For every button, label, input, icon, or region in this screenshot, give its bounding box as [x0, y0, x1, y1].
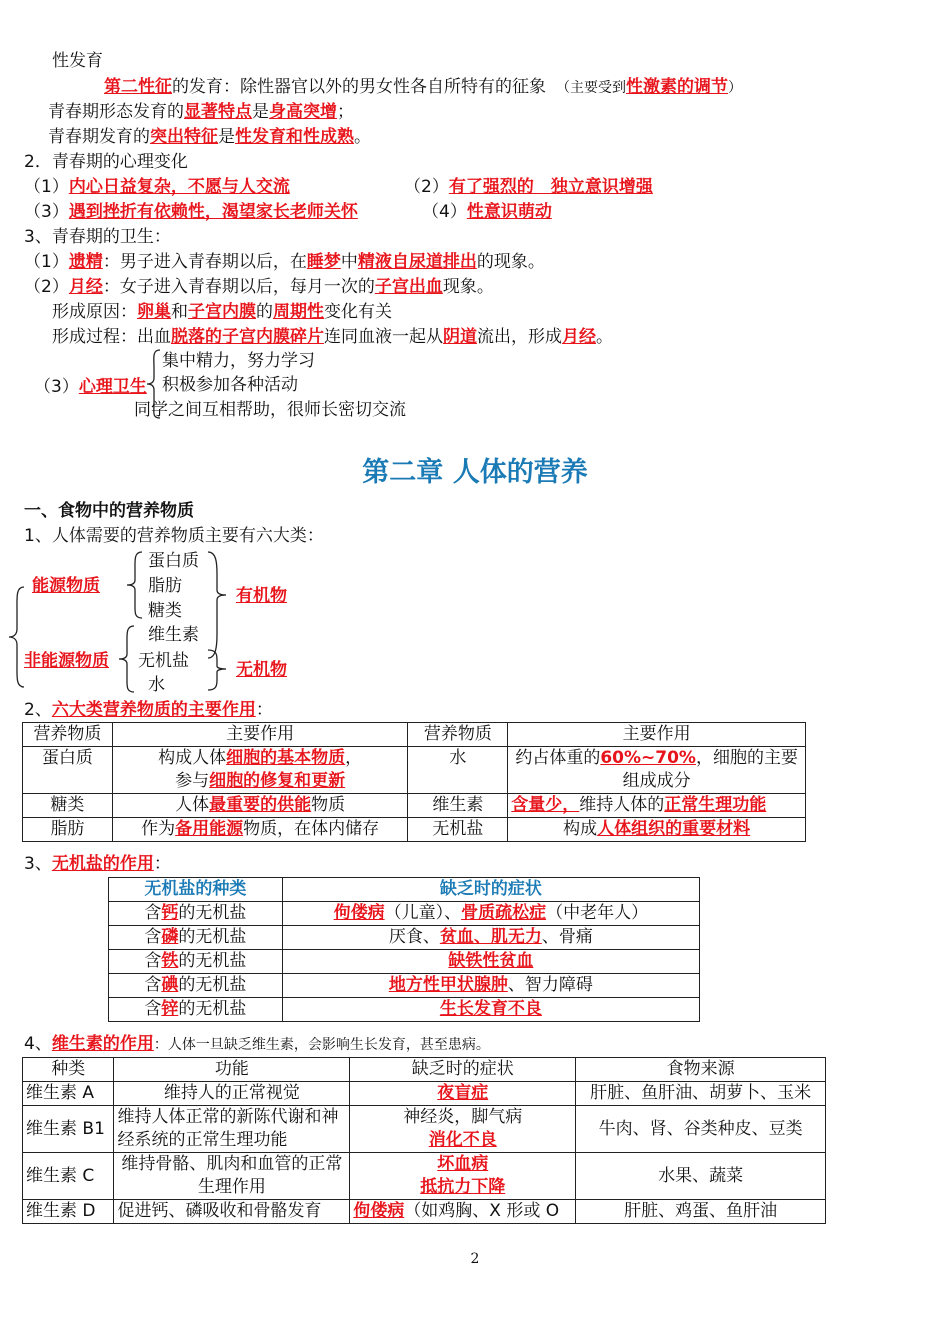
term: 有了强烈的 独立意识增强	[448, 177, 653, 197]
cell-mineral-iron	[109, 950, 283, 974]
num: （1）	[24, 252, 69, 272]
table-header: 营养物质	[408, 723, 508, 747]
line-prominent-feature	[48, 126, 371, 148]
hygiene-process	[52, 326, 613, 348]
term: 阴道	[443, 327, 477, 347]
energy-item-sugar: 糖类	[148, 601, 182, 621]
vitamin-table	[22, 1057, 826, 1224]
page-number: 2	[470, 1251, 480, 1267]
hygiene-item-2	[24, 276, 494, 298]
cell-vitamin-b1-food: 牛肉、肾、谷类种皮、豆类	[576, 1106, 826, 1153]
brace-outer-icon	[8, 585, 26, 689]
text: （儿童）、	[384, 903, 462, 923]
text: 流出，形成	[477, 327, 562, 347]
energy-item-protein: 蛋白质	[148, 551, 199, 571]
term: 地方性甲状腺肿	[388, 975, 508, 995]
term: 夜盲症	[437, 1083, 489, 1103]
table-row	[23, 723, 806, 747]
text: 厌食、	[388, 927, 440, 947]
text: ：女子进入青春期以后，每月一次的	[102, 277, 375, 297]
chapter-title: 第二章 人体的营养	[362, 457, 588, 488]
heading-hygiene: 3、青春期的卫生：	[24, 227, 171, 247]
cell-vitamin-function	[508, 794, 806, 818]
cell-symptom-zinc	[282, 998, 699, 1022]
text: （如鸡胸、X 形或 O	[404, 1201, 560, 1221]
cell-vitamin-c: 维生素 C	[23, 1153, 114, 1200]
text: 青春期形态发育的	[48, 102, 184, 122]
table-row	[23, 1200, 826, 1224]
text: 的无机盐	[178, 999, 247, 1019]
num: 4、	[24, 1034, 52, 1054]
brace-organic-icon	[206, 550, 228, 660]
cell-salt-function	[508, 818, 806, 842]
text: ，	[345, 748, 363, 768]
term-hormone: 性激素的调节	[626, 77, 728, 97]
cell-vitamin-b1-symptom	[350, 1106, 576, 1153]
table2-heading	[24, 853, 171, 875]
table-header: 无机盐的种类	[109, 878, 283, 902]
text: 变化有关	[324, 302, 392, 322]
term: 子宫出血	[374, 277, 443, 297]
hygiene-item-1	[24, 251, 545, 273]
cell-symptom-phosphorus	[282, 926, 699, 950]
psych-item-1	[24, 176, 290, 198]
text: 维持人体的	[579, 795, 665, 815]
table-row	[23, 794, 806, 818]
table-header: 主要作用	[508, 723, 806, 747]
term: 碘	[161, 975, 179, 995]
term: 睡梦	[306, 252, 341, 272]
table-row	[23, 1106, 826, 1153]
text: 是	[218, 127, 235, 147]
nonenergy-substances: 非能源物质	[24, 651, 109, 671]
table-row	[109, 950, 700, 974]
term: 抵抗力下降	[420, 1177, 506, 1197]
text: ：男子进入青春期以后，在	[102, 252, 307, 272]
term: 突出特征	[150, 127, 218, 147]
term-secondary-sex: 第二性征	[104, 77, 172, 97]
text: 的无机盐	[178, 927, 247, 947]
table-header: 营养物质	[23, 723, 113, 747]
cell-vitamin-a-food: 肝脏、鱼肝油、胡萝卜、玉米	[576, 1082, 826, 1106]
mental-item-1: 集中精力，努力学习	[162, 351, 315, 371]
text: 约占体重的	[515, 748, 601, 768]
cell-vitamin-d: 维生素 D	[23, 1200, 114, 1224]
line-secondary-sex-characteristics	[104, 76, 742, 99]
table-row	[23, 818, 806, 842]
table-row	[23, 1058, 826, 1082]
hygiene-cause	[52, 301, 392, 323]
term: 坏血病	[437, 1154, 489, 1174]
text: 现象。	[442, 277, 494, 297]
nonenergy-item-water: 水	[148, 675, 165, 695]
cell-vitamin-c-function: 维持骨骼、肌肉和血管的正常生理作用	[114, 1153, 350, 1200]
num: （4）	[422, 202, 467, 222]
text: 的无机盐	[178, 975, 247, 995]
term: 缺铁性贫血	[448, 951, 534, 971]
term: 无机盐的作用	[51, 854, 154, 874]
num: （1）	[24, 177, 69, 197]
cell-vitamin: 维生素	[408, 794, 508, 818]
text: ：人体一旦缺乏维生素，会影响生长发育，甚至患病。	[153, 1037, 490, 1053]
table-header: 食物来源	[576, 1058, 826, 1082]
inorganic-label: 无机物	[236, 660, 287, 680]
cell-vitamin-d-function: 促进钙、磷吸收和骨骼发育	[114, 1200, 350, 1224]
num: （2）	[24, 277, 69, 297]
cell-sugar-function	[112, 794, 408, 818]
table-row	[23, 1082, 826, 1106]
text: 和	[171, 302, 188, 322]
term: 生长发育不良	[439, 999, 542, 1019]
text: 的	[256, 302, 273, 322]
term: 遇到挫折有依赖性，渴望家长老师关怀	[68, 202, 358, 222]
line-sexual-development: 性发育	[52, 51, 103, 71]
cell-mineral-phosphorus	[109, 926, 283, 950]
table-row	[23, 1153, 826, 1200]
text: ）	[728, 80, 742, 96]
text: 。	[596, 327, 613, 347]
term: 内心日益复杂，不愿与人交流	[68, 177, 290, 197]
text: ，细胞的主要组成成分	[622, 748, 798, 791]
term: 月经	[562, 327, 596, 347]
cell-vitamin-a-function: 维持人的正常视觉	[114, 1082, 350, 1106]
cell-protein: 蛋白质	[23, 747, 113, 794]
term: 周期性	[273, 302, 324, 322]
term: 骨质疏松症	[461, 903, 547, 923]
text: 参与	[175, 771, 210, 791]
num: （3）	[24, 202, 69, 222]
mental-item-2: 积极参加各种活动	[162, 375, 298, 395]
term: 显著特点	[184, 102, 252, 122]
text: 神经炎，脚气病	[403, 1107, 523, 1127]
text: 连同血液一起从	[324, 327, 443, 347]
text: 是	[252, 102, 269, 122]
term: 六大类营养物质的主要作用	[51, 700, 256, 720]
term: 细胞的修复和更新	[209, 771, 346, 791]
term: 贫血、肌无力	[439, 927, 542, 947]
text: 构成	[563, 819, 598, 839]
term: 身高突增	[269, 102, 337, 122]
hygiene-mental	[34, 376, 147, 398]
text: 物质	[311, 795, 346, 815]
text: 含	[144, 951, 162, 971]
nonenergy-item-vitamin: 维生素	[148, 625, 199, 645]
psych-item-2	[404, 176, 653, 198]
cell-fat-function	[112, 818, 408, 842]
term: 最重要的供能	[209, 795, 312, 815]
psych-item-4	[422, 201, 552, 223]
table-row	[109, 902, 700, 926]
cell-symptom-iron	[282, 950, 699, 974]
term: 性意识萌动	[466, 202, 552, 222]
cell-sugar: 糖类	[23, 794, 113, 818]
term: 含量少，	[511, 795, 580, 815]
psych-item-3	[24, 201, 358, 223]
text: ：	[255, 700, 273, 720]
text: 形成过程：出血	[52, 327, 171, 347]
num: 2、	[24, 700, 52, 720]
term: 维生素的作用	[51, 1034, 154, 1054]
cell-mineral-zinc	[109, 998, 283, 1022]
term: 备用能源	[175, 819, 244, 839]
num: 3、	[24, 854, 52, 874]
term: 脱落的子宫内膜碎片	[171, 327, 324, 347]
table-header: 功能	[114, 1058, 350, 1082]
cell-fat: 脂肪	[23, 818, 113, 842]
table-header: 主要作用	[112, 723, 408, 747]
text: 含	[144, 927, 162, 947]
cell-vitamin-b1: 维生素 B1	[23, 1106, 114, 1153]
cell-vitamin-b1-function: 维持人体正常的新陈代谢和神经系统的正常生理功能	[114, 1106, 350, 1153]
term: 佝偻病	[353, 1201, 405, 1221]
term: 60%~70%	[600, 748, 696, 768]
cell-water: 水	[408, 747, 508, 794]
cell-protein-function	[112, 747, 408, 794]
term: 卵巢	[137, 302, 171, 322]
text: 含	[144, 975, 162, 995]
cell-vitamin-a: 维生素 A	[23, 1082, 114, 1106]
table-row	[109, 926, 700, 950]
organic-label: 有机物	[236, 586, 287, 606]
table-header: 缺乏时的症状	[282, 878, 699, 902]
num: （2）	[404, 177, 449, 197]
text: （主要受到	[556, 80, 626, 96]
cell-vitamin-d-symptom	[350, 1200, 576, 1224]
text: 作为	[141, 819, 176, 839]
text: ：	[153, 854, 171, 874]
cell-mineral-calcium	[109, 902, 283, 926]
text: 的无机盐	[178, 903, 247, 923]
text: 的发育：除性器官以外的男女性各自所特有的征象	[172, 77, 546, 97]
term: 性发育和性成熟	[235, 127, 354, 147]
mental-item-3: 同学之间互相帮助，很师长密切交流	[134, 400, 406, 420]
cell-symptom-iodine	[282, 974, 699, 998]
term: 锌	[161, 999, 179, 1019]
table-header: 种类	[23, 1058, 114, 1082]
term: 人体组织的重要材料	[597, 819, 751, 839]
cell-vitamin-c-symptom	[350, 1153, 576, 1200]
num: （3）	[34, 377, 79, 397]
brace-nonenergy-icon	[118, 624, 136, 694]
energy-item-fat: 脂肪	[148, 576, 182, 596]
term: 磷	[161, 927, 179, 947]
cell-vitamin-a-symptom	[350, 1082, 576, 1106]
table-row	[109, 878, 700, 902]
cell-symptom-calcium	[282, 902, 699, 926]
term: 心理卫生	[78, 377, 147, 397]
line-morphology	[48, 101, 354, 123]
text: 人体	[175, 795, 210, 815]
term: 消化不良	[428, 1130, 497, 1150]
mineral-table	[108, 877, 700, 1022]
text: 含	[144, 903, 162, 923]
brace-inorganic-icon	[206, 648, 228, 692]
table1-heading	[24, 699, 273, 721]
cell-water-function	[508, 747, 806, 794]
table-row	[109, 974, 700, 998]
term: 佝偻病	[333, 903, 385, 923]
text: 中	[340, 252, 358, 272]
table3-heading	[24, 1033, 490, 1056]
table-row	[23, 747, 806, 794]
term: 铁	[161, 951, 179, 971]
term: 精液自尿道排出	[357, 252, 477, 272]
cell-vitamin-d-food: 肝脏、鸡蛋、鱼肝油	[576, 1200, 826, 1224]
text: 的无机盐	[178, 951, 247, 971]
term: 正常生理功能	[664, 795, 767, 815]
cell-mineral-iodine	[109, 974, 283, 998]
brace-energy-icon	[126, 550, 144, 620]
nonenergy-item-salt: 无机盐	[138, 651, 189, 671]
cell-salt: 无机盐	[408, 818, 508, 842]
text: （中老年人）	[546, 903, 649, 923]
nutrient-function-table	[22, 722, 806, 842]
heading-psych: 2．青春期的心理变化	[24, 152, 188, 172]
term: 月经	[68, 277, 103, 297]
six-heading: 1、人体需要的营养物质主要有六大类：	[24, 526, 324, 546]
text: 、骨痛	[541, 927, 593, 947]
term: 钙	[161, 903, 179, 923]
table-header: 缺乏时的症状	[350, 1058, 576, 1082]
text: 、智力障碍	[507, 975, 593, 995]
table-row	[109, 998, 700, 1022]
section-heading: 一、食物中的营养物质	[24, 501, 194, 521]
text: 的现象。	[476, 252, 545, 272]
cell-vitamin-c-food: 水果、蔬菜	[576, 1153, 826, 1200]
text: 青春期发育的	[48, 127, 150, 147]
text: 含	[144, 999, 162, 1019]
term: 遗精	[68, 252, 103, 272]
energy-substances: 能源物质	[32, 576, 100, 596]
term: 子宫内膜	[188, 302, 256, 322]
text: ；	[337, 102, 354, 122]
term: 细胞的基本物质	[226, 748, 346, 768]
text: 形成原因：	[52, 302, 137, 322]
text: 物质，在体内储存	[243, 819, 380, 839]
text: 。	[354, 127, 371, 147]
text: 构成人体	[158, 748, 227, 768]
